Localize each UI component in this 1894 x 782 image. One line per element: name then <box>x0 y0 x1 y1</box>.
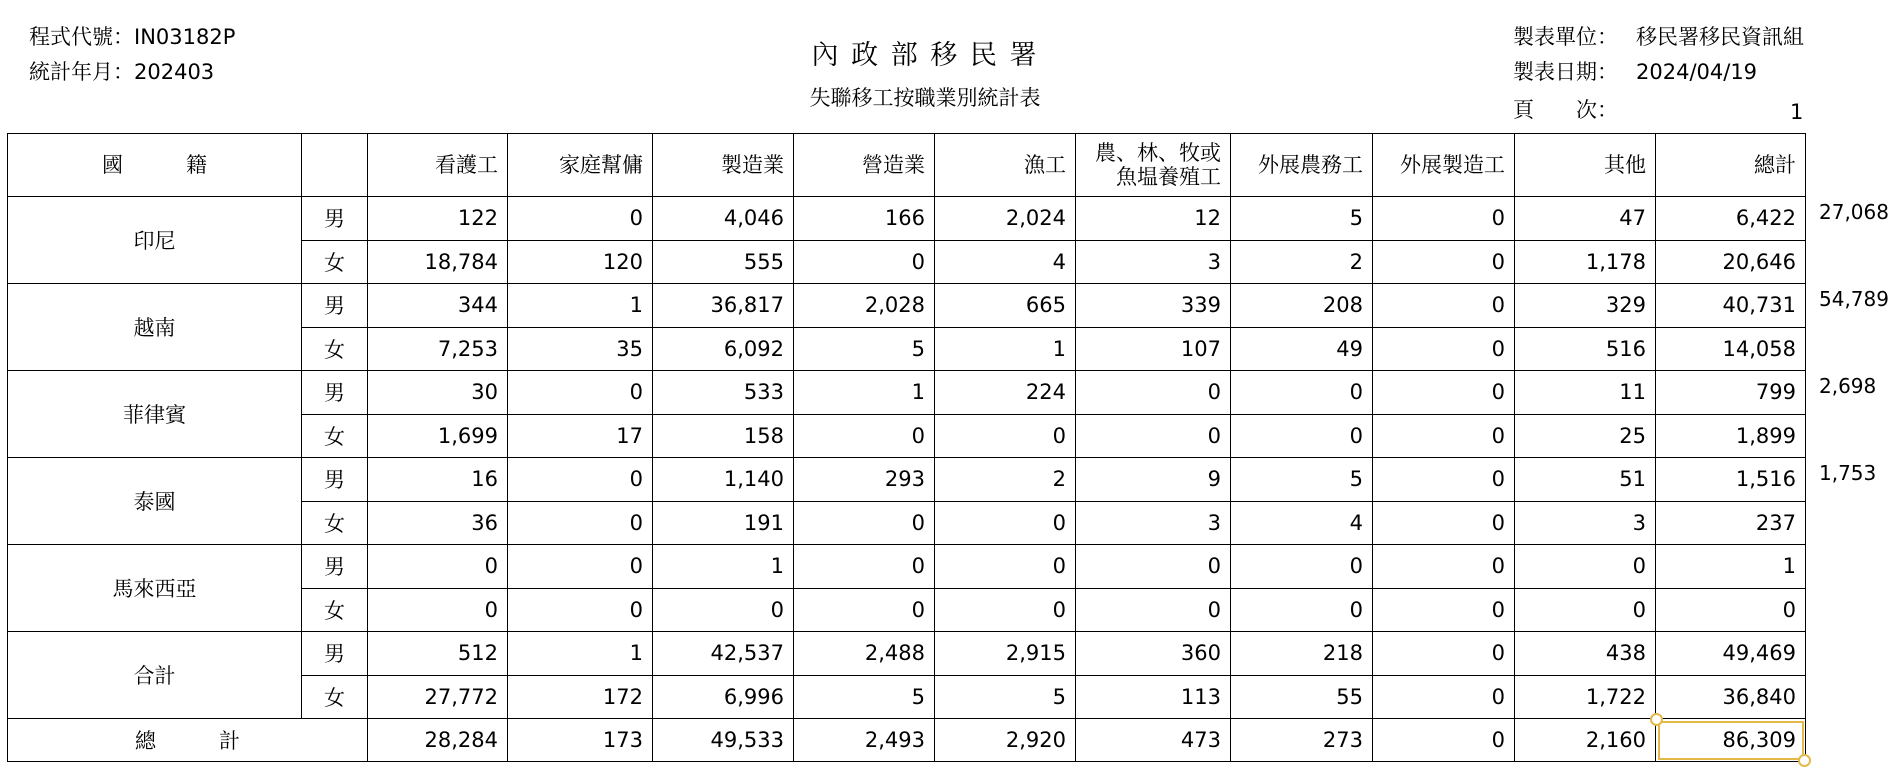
sex-cell[interactable]: 男 <box>302 197 368 241</box>
value-cell[interactable]: 20,646 <box>1656 240 1806 284</box>
value-cell[interactable]: 360 <box>1076 632 1231 676</box>
value-cell[interactable]: 2,028 <box>794 284 935 328</box>
value-cell[interactable]: 0 <box>794 414 935 458</box>
value-cell[interactable]: 1 <box>794 371 935 415</box>
value-cell[interactable]: 1 <box>653 545 794 589</box>
sex-cell[interactable]: 女 <box>302 327 368 371</box>
value-cell[interactable]: 5 <box>794 327 935 371</box>
side-total: 1,753 <box>1819 460 1877 485</box>
selection-handle[interactable] <box>1798 754 1811 767</box>
nationality-cell[interactable]: 泰國 <box>8 458 302 545</box>
value-cell[interactable]: 191 <box>653 501 794 545</box>
value-cell[interactable]: 0 <box>508 545 653 589</box>
value-cell[interactable]: 172 <box>508 675 653 719</box>
value-cell[interactable]: 0 <box>1373 240 1515 284</box>
value-cell[interactable]: 208 <box>1231 284 1373 328</box>
value-cell[interactable]: 438 <box>1515 632 1656 676</box>
value-cell[interactable]: 4 <box>935 240 1076 284</box>
column-header: 漁工 <box>935 134 1076 197</box>
value-cell[interactable]: 344 <box>368 284 508 328</box>
value-cell[interactable]: 0 <box>1231 588 1373 632</box>
value-cell[interactable]: 17 <box>508 414 653 458</box>
value-cell[interactable]: 0 <box>1373 719 1515 762</box>
value-cell[interactable]: 0 <box>508 588 653 632</box>
value-cell[interactable]: 2 <box>935 458 1076 502</box>
value-cell[interactable]: 329 <box>1515 284 1656 328</box>
side-total: 2,698 <box>1819 373 1877 398</box>
value-cell[interactable]: 49,533 <box>653 719 794 762</box>
stat-month: 統計年月：202403 <box>29 60 215 84</box>
value-cell[interactable]: 0 <box>1373 588 1515 632</box>
value-cell[interactable]: 3 <box>1076 240 1231 284</box>
value-cell[interactable]: 0 <box>1373 197 1515 241</box>
value-cell[interactable]: 0 <box>508 501 653 545</box>
value-cell[interactable]: 0 <box>508 458 653 502</box>
value-cell[interactable]: 6,996 <box>653 675 794 719</box>
value-cell[interactable]: 218 <box>1231 632 1373 676</box>
value-cell[interactable]: 1,722 <box>1515 675 1656 719</box>
value-cell[interactable]: 11 <box>1515 371 1656 415</box>
table-row <box>8 371 1806 415</box>
value-cell[interactable]: 0 <box>1231 371 1373 415</box>
value-cell[interactable]: 0 <box>935 414 1076 458</box>
value-cell[interactable]: 0 <box>508 197 653 241</box>
value-cell[interactable]: 3 <box>1076 501 1231 545</box>
nationality-cell[interactable]: 馬來西亞 <box>8 545 302 632</box>
value-cell[interactable]: 1,140 <box>653 458 794 502</box>
value-cell[interactable]: 5 <box>1231 458 1373 502</box>
value-cell[interactable]: 113 <box>1076 675 1231 719</box>
value-cell[interactable]: 51 <box>1515 458 1656 502</box>
grand-total-cell[interactable]: 86,309 <box>1656 719 1806 762</box>
value-cell[interactable]: 1,699 <box>368 414 508 458</box>
value-cell[interactable]: 16 <box>368 458 508 502</box>
value-cell[interactable]: 2,915 <box>935 632 1076 676</box>
value-cell[interactable]: 36,817 <box>653 284 794 328</box>
column-header: 外展農務工 <box>1231 134 1373 197</box>
column-header: 總計 <box>1656 134 1806 197</box>
column-header: 家庭幫傭 <box>508 134 653 197</box>
value-cell[interactable]: 1 <box>508 632 653 676</box>
value-cell[interactable]: 1 <box>935 327 1076 371</box>
column-header: 看護工 <box>368 134 508 197</box>
value-cell[interactable]: 7,253 <box>368 327 508 371</box>
sex-cell[interactable]: 男 <box>302 284 368 328</box>
value-cell[interactable]: 473 <box>1076 719 1231 762</box>
value-cell[interactable]: 2,488 <box>794 632 935 676</box>
value-cell[interactable]: 49 <box>1231 327 1373 371</box>
value-cell[interactable]: 516 <box>1515 327 1656 371</box>
program-code: 程式代號：IN03182P <box>29 25 236 49</box>
page-label: 頁 次： <box>1513 98 1618 122</box>
value-cell[interactable]: 2 <box>1231 240 1373 284</box>
value-cell[interactable]: 27,772 <box>368 675 508 719</box>
report-title: 失聯移工按職業別統計表 <box>809 86 1041 110</box>
value-cell[interactable]: 0 <box>508 371 653 415</box>
column-header: 農、林、牧或 魚塭養殖工 <box>1076 134 1231 197</box>
value-cell[interactable]: 0 <box>794 588 935 632</box>
value-cell[interactable]: 237 <box>1656 501 1806 545</box>
value-cell[interactable]: 14,058 <box>1656 327 1806 371</box>
value-cell[interactable]: 173 <box>508 719 653 762</box>
value-cell[interactable]: 0 <box>1373 632 1515 676</box>
value-cell[interactable]: 0 <box>1076 545 1231 589</box>
sex-cell[interactable]: 男 <box>302 632 368 676</box>
value-cell[interactable]: 799 <box>1656 371 1806 415</box>
grand-total-row <box>8 719 1806 762</box>
nationality-cell[interactable]: 印尼 <box>8 197 302 284</box>
value-cell[interactable]: 0 <box>794 240 935 284</box>
value-cell[interactable]: 0 <box>935 501 1076 545</box>
value-cell[interactable]: 158 <box>653 414 794 458</box>
sex-header <box>302 134 368 197</box>
nationality-cell[interactable]: 合計 <box>8 632 302 719</box>
nationality-header: 國 籍 <box>8 134 302 197</box>
value-cell[interactable]: 0 <box>935 545 1076 589</box>
value-cell[interactable]: 0 <box>1076 371 1231 415</box>
column-header: 其他 <box>1515 134 1656 197</box>
value-cell[interactable]: 0 <box>935 588 1076 632</box>
value-cell[interactable]: 42,537 <box>653 632 794 676</box>
value-cell[interactable]: 0 <box>1076 414 1231 458</box>
value-cell[interactable]: 166 <box>794 197 935 241</box>
value-cell[interactable]: 0 <box>1373 414 1515 458</box>
header-row <box>8 134 1806 197</box>
value-cell[interactable]: 0 <box>1515 545 1656 589</box>
value-cell[interactable]: 25 <box>1515 414 1656 458</box>
unit-label: 製表單位： <box>1513 25 1618 49</box>
value-cell[interactable]: 1,178 <box>1515 240 1656 284</box>
value-cell[interactable]: 35 <box>508 327 653 371</box>
value-cell[interactable]: 120 <box>508 240 653 284</box>
value-cell[interactable]: 6,422 <box>1656 197 1806 241</box>
column-header: 製造業 <box>653 134 794 197</box>
value-cell[interactable]: 1,899 <box>1656 414 1806 458</box>
grand-total-label[interactable]: 總 計 <box>8 719 368 762</box>
side-total: 54,789 <box>1819 286 1889 311</box>
value-cell[interactable]: 293 <box>794 458 935 502</box>
value-cell[interactable]: 665 <box>935 284 1076 328</box>
sex-cell[interactable]: 女 <box>302 240 368 284</box>
value-cell[interactable]: 5 <box>935 675 1076 719</box>
table-row <box>8 458 1806 502</box>
value-cell[interactable]: 0 <box>1656 588 1806 632</box>
value-cell[interactable]: 3 <box>1515 501 1656 545</box>
value-cell[interactable]: 224 <box>935 371 1076 415</box>
value-cell[interactable]: 0 <box>1231 545 1373 589</box>
value-cell[interactable]: 40,731 <box>1656 284 1806 328</box>
value-cell[interactable]: 4,046 <box>653 197 794 241</box>
value-cell[interactable]: 55 <box>1231 675 1373 719</box>
value-cell[interactable]: 36,840 <box>1656 675 1806 719</box>
value-cell[interactable]: 0 <box>368 588 508 632</box>
value-cell[interactable]: 0 <box>1373 327 1515 371</box>
value-cell[interactable]: 555 <box>653 240 794 284</box>
sex-cell[interactable]: 男 <box>302 371 368 415</box>
value-cell[interactable]: 0 <box>1231 414 1373 458</box>
value-cell[interactable]: 18,784 <box>368 240 508 284</box>
value-cell[interactable]: 0 <box>1515 588 1656 632</box>
value-cell[interactable]: 339 <box>1076 284 1231 328</box>
value-cell[interactable]: 0 <box>1373 501 1515 545</box>
sex-cell[interactable]: 男 <box>302 545 368 589</box>
selection-handle[interactable] <box>1650 713 1663 726</box>
value-cell[interactable]: 1,516 <box>1656 458 1806 502</box>
occupation-statistics-table <box>7 133 1806 762</box>
value-cell[interactable]: 0 <box>368 545 508 589</box>
nationality-cell[interactable]: 菲律賓 <box>8 371 302 458</box>
unit-value: 移民署移民資訊組 <box>1636 25 1804 49</box>
value-cell[interactable]: 2,493 <box>794 719 935 762</box>
side-total: 27,068 <box>1819 199 1889 224</box>
value-cell[interactable]: 12 <box>1076 197 1231 241</box>
date-label: 製表日期： <box>1513 60 1618 84</box>
value-cell[interactable]: 512 <box>368 632 508 676</box>
column-header: 外展製造工 <box>1373 134 1515 197</box>
value-cell[interactable]: 9 <box>1076 458 1231 502</box>
column-header: 營造業 <box>794 134 935 197</box>
date-value: 2024/04/19 <box>1636 60 1758 84</box>
value-cell[interactable]: 0 <box>1076 588 1231 632</box>
sex-cell[interactable]: 女 <box>302 501 368 545</box>
value-cell[interactable]: 4 <box>1231 501 1373 545</box>
sex-cell[interactable]: 女 <box>302 414 368 458</box>
sex-cell[interactable]: 女 <box>302 588 368 632</box>
value-cell[interactable]: 2,024 <box>935 197 1076 241</box>
value-cell[interactable]: 6,092 <box>653 327 794 371</box>
value-cell[interactable]: 0 <box>653 588 794 632</box>
value-cell[interactable]: 30 <box>368 371 508 415</box>
value-cell[interactable]: 36 <box>368 501 508 545</box>
value-cell[interactable]: 533 <box>653 371 794 415</box>
value-cell[interactable]: 2,160 <box>1515 719 1656 762</box>
value-cell[interactable]: 2,920 <box>935 719 1076 762</box>
nationality-cell[interactable]: 越南 <box>8 284 302 371</box>
value-cell[interactable]: 107 <box>1076 327 1231 371</box>
value-cell[interactable]: 1 <box>1656 545 1806 589</box>
value-cell[interactable]: 0 <box>1373 675 1515 719</box>
value-cell[interactable]: 0 <box>794 545 935 589</box>
table-row <box>8 197 1806 241</box>
value-cell[interactable]: 49,469 <box>1656 632 1806 676</box>
value-cell[interactable]: 28,284 <box>368 719 508 762</box>
value-cell[interactable]: 0 <box>1373 371 1515 415</box>
sex-cell[interactable]: 男 <box>302 458 368 502</box>
value-cell[interactable]: 0 <box>1373 545 1515 589</box>
value-cell[interactable]: 0 <box>794 501 935 545</box>
sex-cell[interactable]: 女 <box>302 675 368 719</box>
table-row <box>8 284 1806 328</box>
table-row <box>8 545 1806 589</box>
value-cell[interactable]: 1 <box>508 284 653 328</box>
value-cell[interactable]: 5 <box>794 675 935 719</box>
page-number: 1 <box>1790 100 1804 124</box>
agency-title: 內 政 部 移 民 署 <box>811 40 1039 71</box>
value-cell[interactable]: 0 <box>1373 284 1515 328</box>
value-cell[interactable]: 273 <box>1231 719 1373 762</box>
table-row <box>8 632 1806 676</box>
value-cell[interactable]: 122 <box>368 197 508 241</box>
value-cell[interactable]: 47 <box>1515 197 1656 241</box>
value-cell[interactable]: 0 <box>1373 458 1515 502</box>
value-cell[interactable]: 5 <box>1231 197 1373 241</box>
